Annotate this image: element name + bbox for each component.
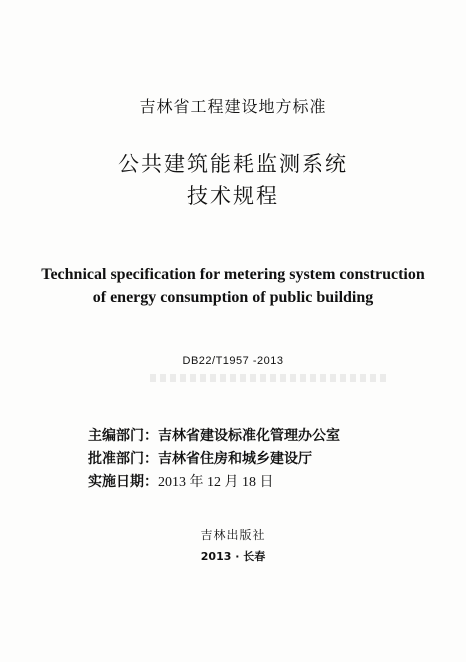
editor-department-row: [88, 425, 340, 448]
show-through-text: [150, 374, 390, 382]
standard-code: DB22/T1957 -2013: [182, 355, 284, 367]
effective-date-row: [88, 471, 340, 494]
meta-value: 2013 年 12 月 18 日: [158, 475, 274, 490]
english-title-line-1: Technical specification for metering system construction: [41, 266, 425, 283]
metadata-list: [88, 425, 340, 494]
english-title-line-2: of energy consumption of public building: [92, 289, 374, 306]
document-title-line-1: 公共建筑能耗监测系统: [118, 152, 348, 176]
publisher-year-place: 2013 · 长春: [200, 550, 266, 563]
meta-label: 批准部门：: [88, 451, 158, 467]
meta-label: 主编部门：: [88, 428, 158, 444]
meta-value: 吉林省住房和城乡建设厅: [158, 451, 312, 467]
publisher-name: 吉林出版社: [200, 528, 266, 542]
meta-value: 吉林省建设标准化管理办公室: [158, 428, 340, 444]
approval-department-row: [88, 448, 340, 471]
meta-label: 实施日期：: [88, 474, 158, 490]
document-title-line-2: 技术规程: [187, 184, 279, 208]
issuer-heading: 吉林省工程建设地方标准: [139, 97, 327, 116]
